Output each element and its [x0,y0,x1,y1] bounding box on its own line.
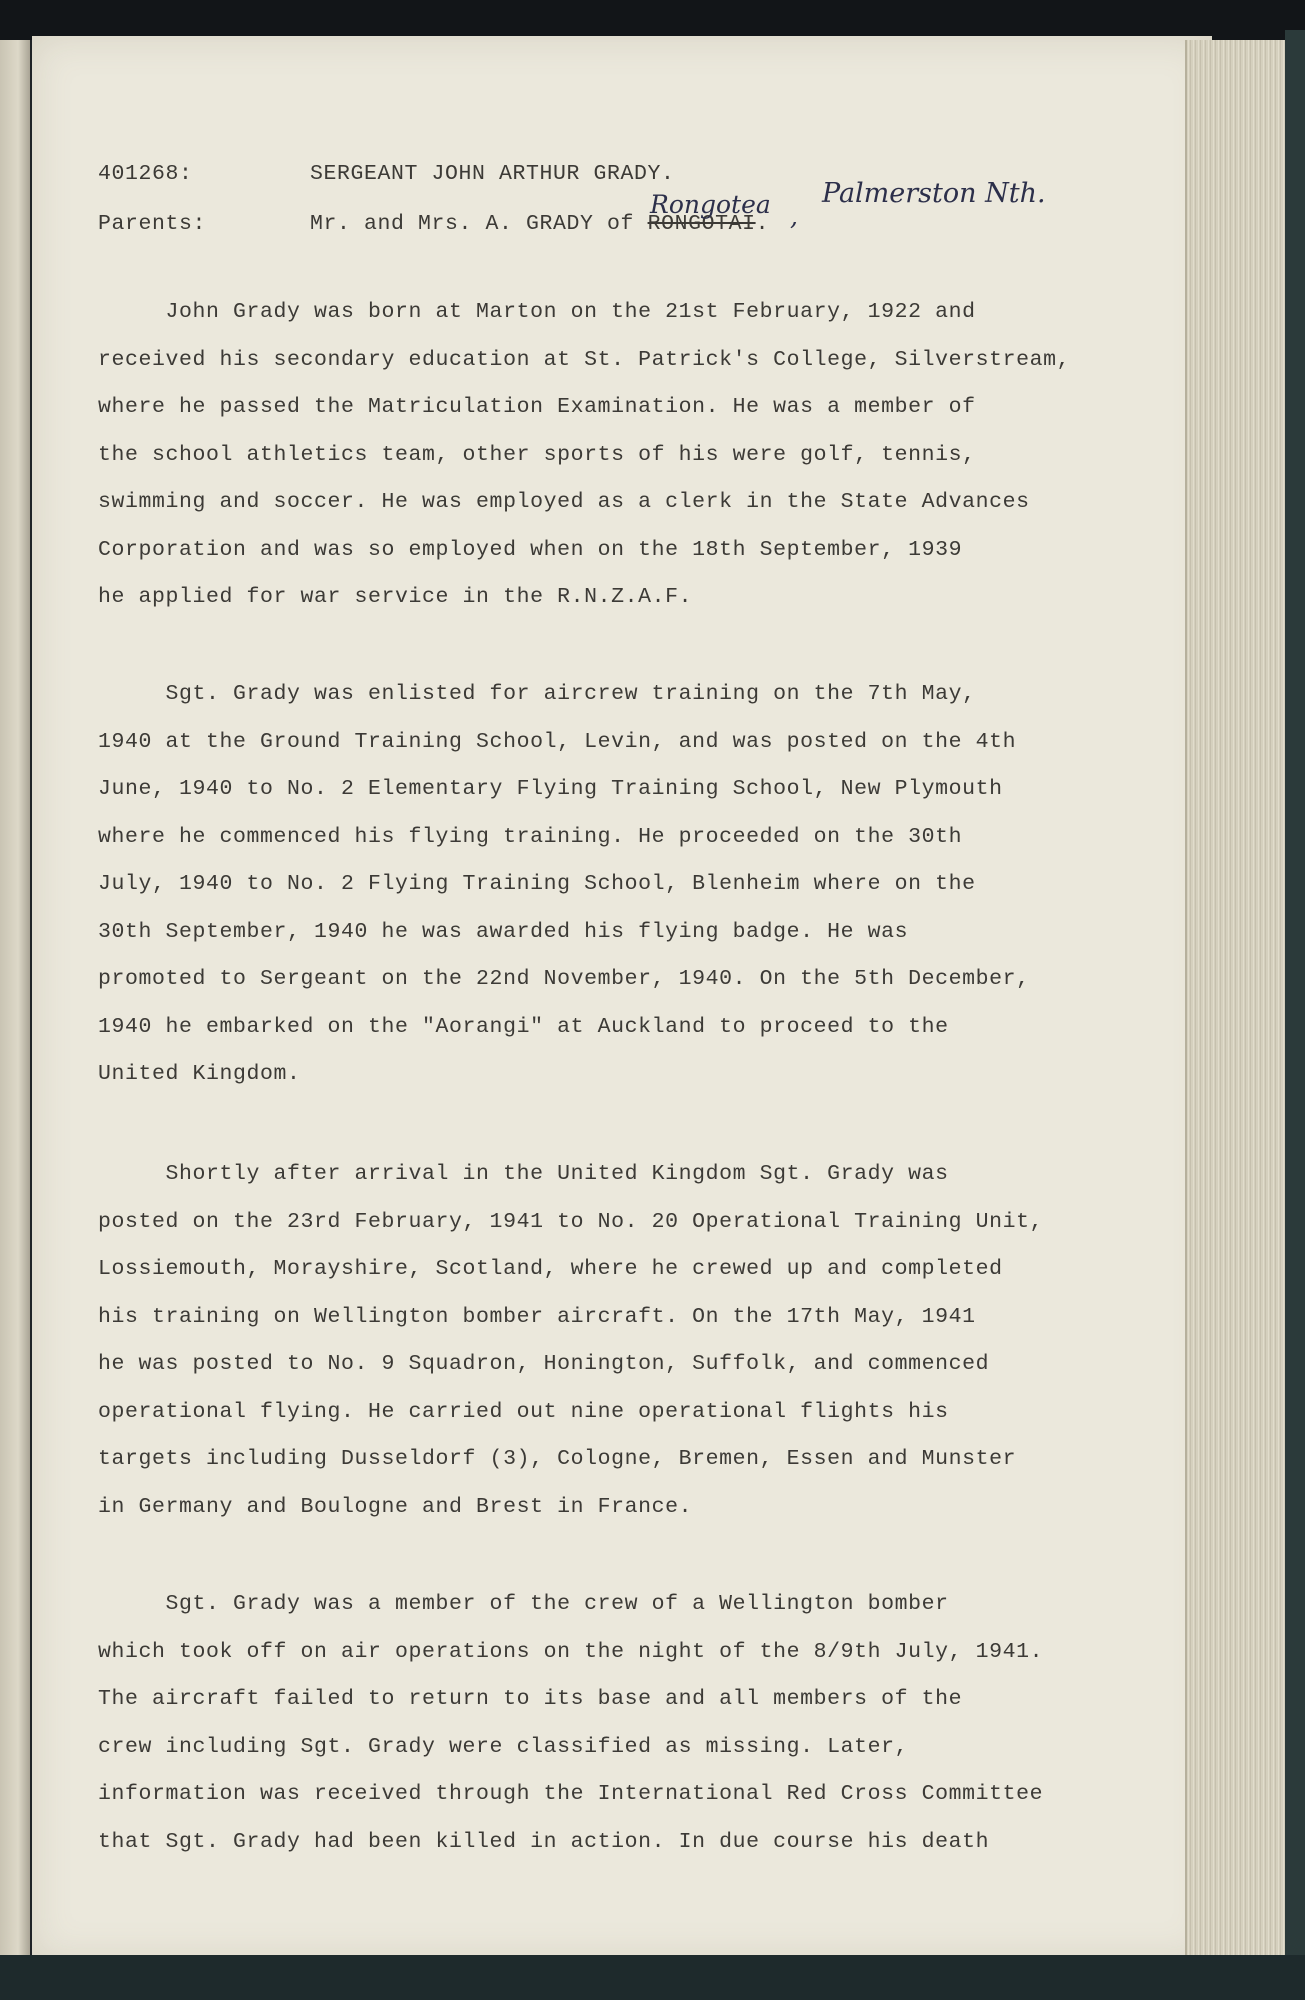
parents-period: . [755,212,770,236]
text-line: where he passed the Matriculation Examination. He was a member of [98,395,976,419]
text-line: June, 1940 to No. 2 Elementary Flying Training School, New Plymouth [98,777,1003,801]
text-line: 30th September, 1940 he was awarded his flying badge. He was [98,919,909,944]
text-line: posted on the 23rd February, 1941 to No. 20 Operational Training Unit, [98,1209,1044,1234]
text-line: swimming and soccer. He was employed as a clerk in the State Advances [98,490,1030,514]
text-line: United Kingdom. [98,1062,301,1086]
text-line: the school athletics team, other sports of his were golf, tennis, [98,442,976,467]
text-line: crew including Sgt. Grady were classified as missing. Later, [98,1734,909,1759]
page-stack-edge [1185,40,1287,1960]
text-line: where he commenced his flying training. He proceeded on the 30th [98,824,963,849]
service-number: 401268: [98,162,193,186]
handwritten-comma: , [790,202,798,231]
document-page [32,36,1212,1961]
text-line: he was posted to No. 9 Squadron, Honington, Suffolk, and commenced [98,1352,990,1376]
text-line: Lossiemouth, Morayshire, Scotland, where he crewed up and completed [98,1257,1003,1281]
text-line: John Grady was born at Marton on the 21st February, 1922 and [98,300,976,324]
text-line: 1940 at the Ground Training School, Levin, and was posted on the 4th [98,729,1017,754]
text-line: he applied for war service in the R.N.Z.A.F. [98,585,693,609]
background-top [0,0,1305,40]
text-line: that Sgt. Grady had been killed in action. In due course his death [98,1829,990,1854]
handwritten-place: Palmerston Nth. [822,178,1046,209]
text-line: targets including Dusseldorf (3), Cologne, Bremen, Essen and Munster [98,1447,1017,1471]
parents-label: Parents: [98,212,207,236]
text-line: Sgt. Grady was enlisted for aircrew training on the 7th May, [98,682,976,706]
text-line: promoted to Sergeant on the 22nd November, 1940. On the 5th December, [98,967,1030,991]
text-line: July, 1940 to No. 2 Flying Training School, Blenheim where on the [98,872,976,896]
text-line: Sgt. Grady was a member of the crew of a Wellington bomber [98,1592,949,1616]
text-line: operational flying. He carried out nine operational flights his [98,1399,949,1424]
rank-name: SERGEANT JOHN ARTHUR GRADY. [310,162,675,186]
text-line: Shortly after arrival in the United Kingdom Sgt. Grady was [98,1162,949,1186]
text-line: in Germany and Boulogne and Brest in France. [98,1494,693,1519]
text-line: The aircraft failed to return to its base and all members of the [98,1687,963,1711]
handwritten-insert: Rongotea [650,190,771,219]
background-bottom [0,1955,1305,2000]
parents-text: Mr. and Mrs. A. GRADY of [310,212,648,236]
text-line: Corporation and was so employed when on the 18th September, 1939 [98,537,963,562]
text-line: which took off on air operations on the night of the 8/9th July, 1941. [98,1639,1044,1664]
text-line: received his secondary education at St. Patrick's College, Silverstream, [98,347,1071,372]
book-cover-edge [1285,30,1305,1970]
text-line: 1940 he embarked on the "Aorangi" at Auckland to proceed to the [98,1014,949,1039]
left-page-edge [0,40,30,1960]
text-line: information was received through the International Red Cross Committee [98,1782,1044,1806]
struck-place: RONGOTAI [647,212,756,236]
text-line: his training on Wellington bomber aircraft. On the 17th May, 1941 [98,1304,976,1329]
